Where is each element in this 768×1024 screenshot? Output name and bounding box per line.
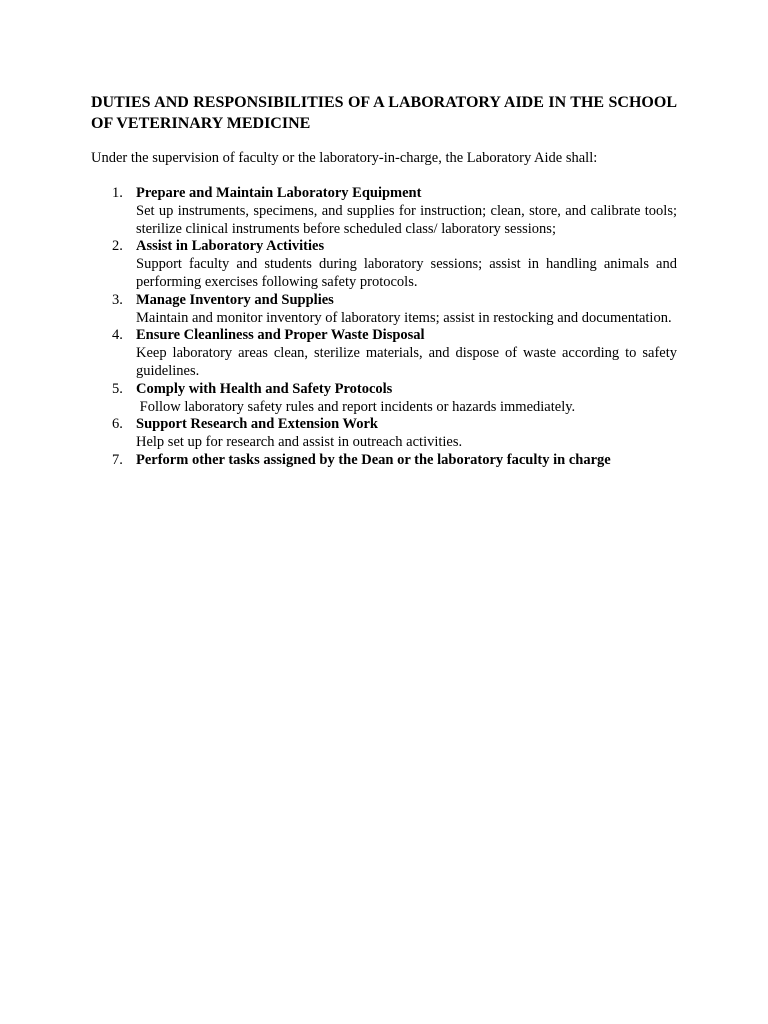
- duty-title: Comply with Health and Safety Protocols: [136, 380, 393, 397]
- duty-number: 3.: [112, 291, 123, 308]
- duty-number: 2.: [112, 238, 123, 255]
- duty-item-5: [91, 381, 677, 417]
- duty-number: 7.: [112, 451, 123, 468]
- duty-title: Perform other tasks assigned by the Dean or the laboratory faculty in charge: [136, 451, 611, 468]
- document-body: [91, 92, 677, 470]
- duty-title: Support Research and Extension Work: [136, 416, 378, 433]
- duty-title: Prepare and Maintain Laboratory Equipment: [136, 185, 422, 201]
- duty-description: Set up instruments, specimens, and supplies for instruction; clean, store, and calibrate tools; sterilize clinical instruments before scheduled class/ laboratory sessions;: [136, 202, 677, 237]
- duty-number: 1.: [112, 185, 123, 201]
- duty-description: Keep laboratory areas clean, sterilize materials, and dispose of waste according to safety guidelines.: [136, 345, 677, 379]
- duties-list: [91, 185, 677, 470]
- duty-number: 6.: [112, 416, 123, 433]
- duty-item-7: [91, 452, 677, 470]
- duty-item-1: [91, 185, 677, 238]
- duty-item-4: [91, 327, 677, 380]
- duty-description: Follow laboratory safety rules and report incidents or hazards immediately.: [136, 398, 576, 415]
- duty-title: Ensure Cleanliness and Proper Waste Disposal: [136, 327, 425, 344]
- intro-paragraph: Under the supervision of faculty or the laboratory-in-charge, the Laboratory Aide shall:: [91, 150, 598, 166]
- duty-number: 5.: [112, 380, 123, 397]
- duty-item-2: [91, 238, 677, 291]
- duty-title: Manage Inventory and Supplies: [136, 291, 334, 308]
- duty-item-6: [91, 416, 677, 452]
- duty-title: Assist in Laboratory Activities: [136, 238, 325, 255]
- duty-number: 4.: [112, 327, 123, 344]
- duty-item-3: [91, 292, 677, 328]
- document-title: DUTIES AND RESPONSIBILITIES OF A LABORATORY AIDE IN THE SCHOOL OF VETERINARY MEDICINE: [91, 94, 677, 132]
- duty-description: Help set up for research and assist in outreach activities.: [136, 434, 463, 451]
- duty-description: Maintain and monitor inventory of laboratory items; assist in restocking and documentation.: [136, 309, 672, 326]
- duty-description: Support faculty and students during laboratory sessions; assist in handling animals and performing exercises following safety protocols.: [136, 256, 677, 290]
